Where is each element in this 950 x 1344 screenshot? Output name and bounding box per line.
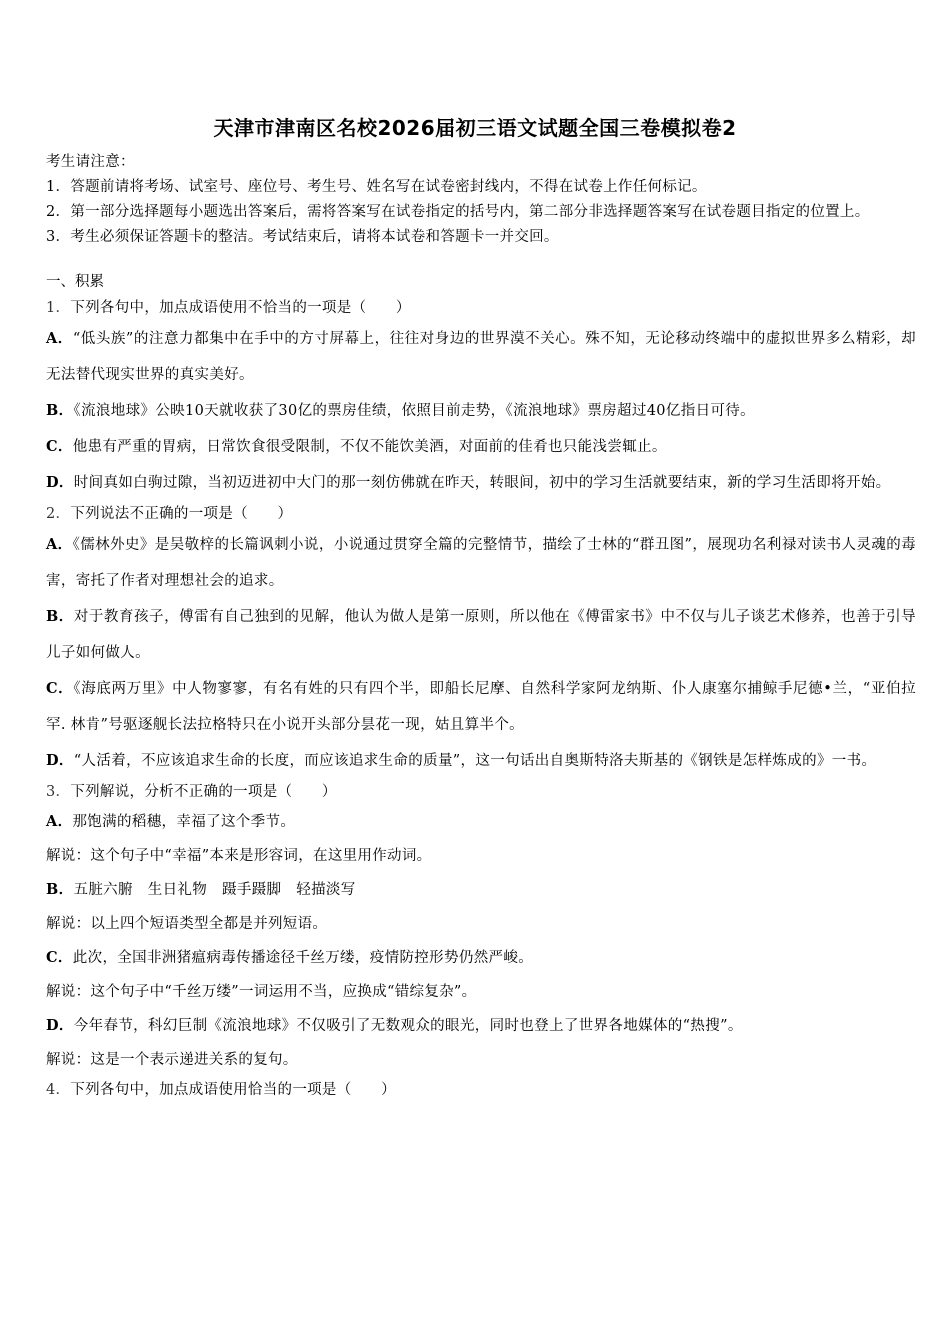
question-number: 4．	[46, 1082, 71, 1098]
option-text: 他患有严重的胃病，日常饮食很受限制，不仅不能饮美酒，对面前的佳肴也只能浅尝辄止。	[72, 439, 667, 455]
question-1	[46, 295, 916, 501]
option-text: 《流浪地球》公映10天就收获了30亿的票房佳绩，依照目前走势，《流浪地球》票房超过40亿指日可待。	[73, 403, 755, 419]
option-label: D．	[46, 1017, 74, 1034]
section-title: 一、积累	[46, 274, 104, 290]
question-stem	[46, 501, 916, 527]
option-b-explanation: 解说：以上四个短语类型全都是并列短语。	[46, 915, 328, 932]
question-text: 下列解说，分析不正确的一项是（ ）	[70, 784, 337, 800]
notice-item: 3．考生必须保证答题卡的整洁。考试结束后，请将本试卷和答题卡一并交回。	[46, 229, 559, 245]
option-label: B．	[46, 608, 74, 625]
option-text: 五脏六腑 生日礼物 蹑手蹑脚 轻描淡写	[73, 882, 356, 898]
option-text: 时间真如白驹过隙，当初迈进初中大门的那一刻仿佛就在昨天，转眼间，初中的学习生活就要结束，新的学习生活即将开始。	[73, 475, 891, 491]
option-label: C．	[46, 680, 74, 697]
option-c	[46, 429, 916, 465]
option-label: B．	[46, 402, 74, 419]
option-a-explanation: 解说：这个句子中“幸福”本来是形容词，在这里用作动词。	[46, 847, 432, 864]
question-number: 1．	[46, 300, 71, 316]
option-a	[46, 527, 916, 599]
option-b	[46, 393, 916, 429]
option-text: 此次，全国非洲猪瘟病毒传播途径千丝万缕，疫情防控形势仍然严峻。	[72, 950, 534, 966]
option-text: 《海底两万里》中人物寥寥，有名有姓的只有四个半，即船长尼摩、自然科学家阿龙纳斯、仆人康塞尔捕鲸手尼德•兰，“亚伯拉罕. 林肯”号驱逐舰长法拉格特只在小说开头部分昙花一现，姑且算半个。	[46, 681, 916, 733]
notice-heading: 考生请注意：	[46, 154, 135, 170]
question-stem	[46, 779, 916, 805]
option-d	[46, 743, 916, 779]
option-c	[46, 941, 916, 976]
option-label: C．	[46, 438, 73, 455]
question-stem	[46, 295, 916, 321]
document-title: 天津市津南区名校2026届初三语文试题全国三卷模拟卷2	[213, 116, 737, 140]
question-text: 下列各句中，加点成语使用恰当的一项是（ ）	[70, 1082, 396, 1098]
question-number: 3．	[46, 784, 71, 800]
option-c-explanation: 解说：这个句子中“千丝万缕”一词运用不当，应换成“错综复杂”。	[46, 983, 477, 1000]
option-label: D．	[46, 752, 74, 769]
question-2	[46, 501, 916, 779]
document-body	[46, 150, 916, 1103]
option-d	[46, 465, 916, 501]
question-4	[46, 1077, 916, 1103]
question-3	[46, 779, 916, 1077]
question-number: 2．	[46, 506, 71, 522]
option-d	[46, 1009, 916, 1044]
option-text: 《儒林外史》是吴敬梓的长篇讽刺小说，小说通过贯穿全篇的完整情节，描绘了士林的“群丑图”，展现功名利禄对读书人灵魂的毒害，寄托了作者对理想社会的追求。	[46, 537, 916, 589]
option-label: B．	[46, 881, 74, 898]
option-text: “人活着，不应该追求生命的长度，而应该追求生命的质量”，这一句话出自奥斯特洛夫斯基的《钢铁是怎样炼成的》一书。	[73, 753, 877, 769]
option-b	[46, 599, 916, 671]
notice-item: 2．第一部分选择题每小题选出答案后，需将答案写在试卷指定的括号内，第二部分非选择题答案写在试卷题目指定的位置上。	[46, 204, 870, 220]
option-a	[46, 805, 916, 840]
question-text: 下列各句中，加点成语使用不恰当的一项是（ ）	[70, 300, 411, 316]
option-label: A．	[46, 536, 73, 553]
option-text: 今年春节，科幻巨制《流浪地球》不仅吸引了无数观众的眼光，同时也登上了世界各地媒体的“热搜”。	[73, 1018, 743, 1034]
option-text: 那饱满的稻穗，幸福了这个季节。	[72, 814, 296, 830]
option-c	[46, 671, 916, 743]
notice-block	[46, 150, 916, 250]
option-label: C．	[46, 949, 73, 966]
notice-item: 1．答题前请将考场、试室号、座位号、考生号、姓名写在试卷密封线内，不得在试卷上作任何标记。	[46, 179, 707, 195]
option-label: D．	[46, 474, 74, 491]
option-label: A．	[46, 813, 73, 830]
option-label: A．	[46, 330, 73, 347]
option-text: 对于教育孩子，傅雷有自己独到的见解，他认为做人是第一原则，所以他在《傅雷家书》中不仅与儿子谈艺术修养，也善于引导儿子如何做人。	[46, 609, 916, 661]
option-b	[46, 873, 916, 908]
spacer	[46, 250, 916, 269]
question-stem	[46, 1077, 916, 1103]
option-text: “低头族”的注意力都集中在手中的方寸屏幕上，往往对身边的世界漠不关心。殊不知，无论移动终端中的虚拟世界多么精彩，却无法替代现实世界的真实美好。	[46, 331, 916, 383]
question-text: 下列说法不正确的一项是（ ）	[70, 506, 293, 522]
option-d-explanation: 解说：这是一个表示递进关系的复句。	[46, 1051, 298, 1068]
option-a	[46, 321, 916, 393]
